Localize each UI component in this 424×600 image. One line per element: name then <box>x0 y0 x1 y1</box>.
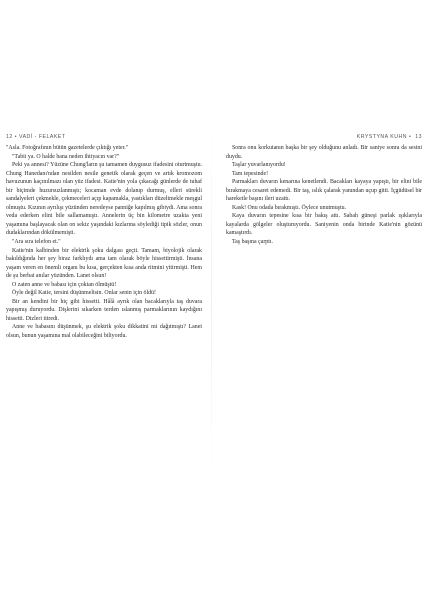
paragraph: Kask! Onu odada bırakmıştı. Öylece unutmuştu. <box>232 204 347 211</box>
paragraph: Sonra onu korkutanın başka bir şey olduğunu anladı. Bir saniye sonra da sesini duydu. <box>226 145 422 160</box>
left-running-title: VADİ - FELAKET <box>19 134 66 140</box>
paragraph: "Tabii ya. O halde bana neden ihtiyacın var?" <box>12 153 120 160</box>
left-folio-bullet: • <box>14 134 18 140</box>
paragraph: Öyle değil Katie, tersini düşünmelisin. Onlar senin için öldü! <box>12 290 156 297</box>
right-page <box>226 134 422 247</box>
paragraph: "Asla. Fotoğrafının bütün gazetelerde çıktığı yeter." <box>6 145 129 151</box>
paragraph: Tam tepesinde! <box>232 170 269 177</box>
left-body-text <box>6 144 202 341</box>
gutter <box>211 120 212 480</box>
right-running-head <box>226 134 422 142</box>
paragraph: Kaya duvarın tepesine kısa bir bakış attı. Sabah güneşi parlak ışıklarıyla kayalarda gölgeler oluşturuyordu. Saniyenin onda birinde Katie'nin gözünü kamaştırdı. <box>226 213 422 237</box>
paragraph: Parmakları duvarın kenarına kenetlendi. Bacakları kayaya yapıştı, bir elini bile bırakmaya cesaret edemedi. Bir taş, ıslık çalarak yanından uçup gitti. İçgüdüsel bir hareketle başını ileri uzattı. <box>226 179 422 203</box>
paragraph: Taş başına çarptı. <box>232 239 273 246</box>
paragraph: O zaten anne ve babası için çoktan ölmüştü! <box>12 281 117 288</box>
paragraph: Taşlar yuvarlanıyordu! <box>232 162 286 169</box>
right-folio: 13 <box>415 134 422 140</box>
paragraph: Peki ya annesi? Yüzüne Chung'ların şu tamamen duygusuz ifadesini oturtmuştu. Chung Hanedanı'ndan nesilden nesile genetik olarak geçen ve artık kromozom havuzunun kaçınılmazı olan yüz ifadesi. Katie'nin yola çıkacağı günlerde de tuhaf bir biçimde huzursuzlanmıştı; kocaman evde dolanıp durmuş, elleri sürekli sandalyeleri çekmekle, çekmeceleri açıp kapamakla, yastıkları düzeltmekle meşgul olmuştu. Kızının ayrılışı yüzünden neredeyse panniğe kapılmış gibiydi. Ama sonra veda ederken elini bile sallamamıştı. Annelerin üç bin kilometre uzakta yeni yaşamına başlayacak olan on sekiz yaşındaki kızlarına söylediği tipik sözler, onun dudaklarından dökülmemişti. <box>6 162 202 237</box>
paragraph: Anne ve babasını düşünmek, şu elektrik şoku dikkatini mi dağıtmıştı? Lanet olsun, bunun yaşamına mal olabileceğini biliyordu. <box>6 324 202 340</box>
paragraph: "Ara sıra telefon et." <box>12 239 61 246</box>
left-folio: 12 <box>6 134 13 140</box>
right-running-title: KRYSTYNA KUHN <box>356 134 407 140</box>
right-body-text <box>226 144 422 247</box>
paragraph: Bir an kendini bir hiç gibi hissetti. Hâlâ ayrık olan bacaklarıyla taş duvara yapışmış duruyordu. Dişlerini sıkarken terden ıslanmış parmaklarının kaydığını hissetti. Dizleri titredi. <box>6 298 202 322</box>
left-running-head <box>6 134 202 142</box>
left-page <box>6 134 202 341</box>
paragraph: Katie'nin kalbinden bir elektrik şoku dalgası geçti. Tamam, biyolojik olarak bakıldığında her şey biraz farklıydı ama tam olarak böyle hissettirmişti. İnsana yaşam veren en önemli organı bu kısa, gerçekten kısa anda ritmini yitirmişti. Hem de şu berbat anılar yüzünden. Lanet olsun! <box>6 247 202 280</box>
right-folio-bullet: • <box>408 134 412 140</box>
